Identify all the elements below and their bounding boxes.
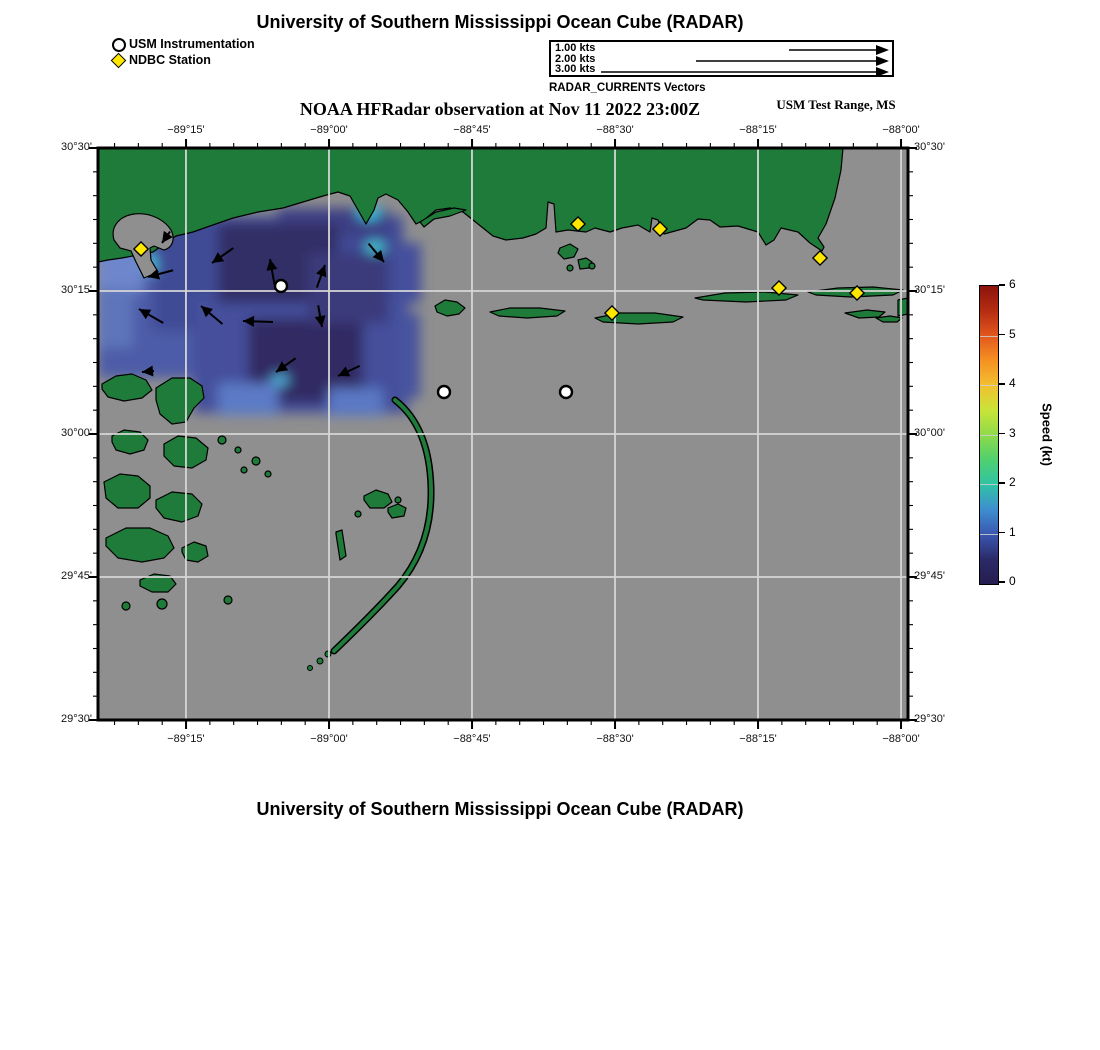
usm-circle-icon [110,36,126,52]
marsh [265,471,271,477]
marsh [218,436,226,444]
y-axis-label-left: 29°30' [61,713,92,725]
island [355,511,361,517]
marsh [224,596,232,604]
x-axis-label-top: −89°15' [167,124,205,136]
colorbar-gridline [980,534,998,535]
vector-scale-caption: RADAR_CURRENTS Vectors [549,82,706,94]
colorbar-tick-label: 1 [1009,524,1016,539]
map [98,148,908,720]
colorbar [979,285,999,585]
y-axis-label-right: 30°00' [914,427,945,439]
marsh [156,492,202,522]
legend-item-usm [110,36,255,52]
x-axis-label-top: −88°45' [453,124,491,136]
colorbar-tick-label: 2 [1009,475,1016,489]
y-axis-label-left: 30°15' [61,284,92,296]
colorbar-tick [999,334,1005,336]
x-axis-label-bottom: −89°15' [167,733,205,745]
colorbar-title: Speed (kt) [1039,403,1055,466]
colorbar-tick-label: 5 [1009,326,1016,341]
scale-arrow-head [876,45,889,55]
scale-row-label: 3.00 kts [555,63,596,75]
scale-arrows [551,42,892,75]
colorbar-tick [999,482,1005,484]
usm-station-marker [438,386,450,398]
scale-arrow-head [876,56,889,66]
y-axis-label-right: 29°30' [914,713,945,725]
island-ship [490,308,565,318]
colorbar-tick-label: 0 [1009,574,1016,588]
vector-scale-box [549,40,894,77]
x-axis-label-bottom: −89°00' [310,733,348,745]
map-legend [110,36,255,68]
usm-station-marker [560,386,572,398]
x-axis-label-top: −88°00' [882,124,920,136]
y-axis-label-left: 29°45' [61,570,92,582]
x-axis-label-top: −88°15' [739,124,777,136]
y-axis-label-right: 30°30' [914,141,945,153]
marsh [235,447,241,453]
page-title: University of Southern Mississippi Ocean Cube (RADAR) [256,12,744,32]
colorbar-gridline [980,435,998,436]
scale-row-label: 1.00 kts [555,42,596,54]
legend-label: USM Instrumentation [129,37,255,51]
y-axis-label-left: 30°00' [61,427,92,439]
island [589,263,595,269]
colorbar-tick [999,383,1005,385]
y-axis-label-right: 29°45' [914,570,945,582]
usm-station-marker [275,280,287,292]
marsh [122,602,130,610]
colorbar-tick [999,433,1005,435]
y-axis-label-left: 30°30' [61,141,92,153]
island [567,265,573,271]
colorbar-tick [999,532,1005,534]
x-axis-label-bottom: −88°00' [882,733,920,745]
colorbar-tick [999,581,1005,583]
legend-item-ndbc [110,52,255,68]
colorbar-gridline [980,336,998,337]
x-axis-label-top: −89°00' [310,124,348,136]
marsh [157,599,167,609]
colorbar-tick-label: 6 [1009,277,1016,291]
x-axis-label-bottom: −88°45' [453,733,491,745]
x-axis-label-top: −88°30' [596,124,634,136]
colorbar-tick-label: 3 [1009,425,1016,440]
region-label: USM Test Range, MS [776,97,896,112]
colorbar-tick [999,284,1005,286]
scale-arrow-head [876,67,889,75]
island [395,497,401,503]
colorbar-gridline [980,484,998,485]
scale-row-label: 2.00 kts [555,52,596,65]
marsh [241,467,247,473]
x-axis-label-bottom: −88°15' [739,733,777,745]
colorbar-gridline [980,385,998,386]
legend-label: NDBC Station [129,53,211,67]
y-axis-label-right: 30°15' [914,284,945,296]
x-axis-label-bottom: −88°30' [596,733,634,745]
marsh [252,457,260,465]
colorbar-tick-label: 4 [1009,376,1016,390]
observation-subtitle: NOAA HFRadar observation at Nov 11 2022 23:00Z [299,99,701,119]
footer-title: University of Southern Mississippi Ocean Cube (RADAR) [256,799,744,819]
ndbc-diamond-icon [110,52,126,68]
